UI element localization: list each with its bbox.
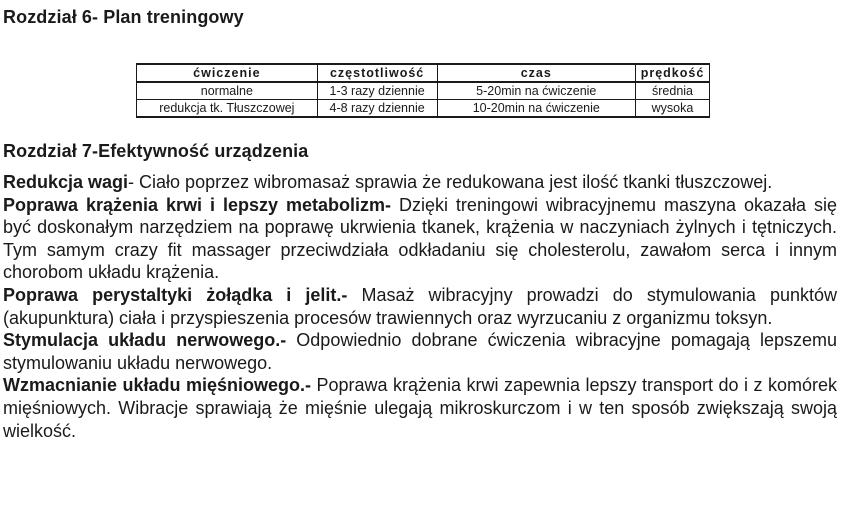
paragraph-lead: Poprawa krążenia krwi i lepszy metabolizm-: [3, 194, 391, 215]
table-header-row: [137, 64, 710, 82]
cell-time: 10-20min na ćwiczenie: [437, 100, 635, 118]
header-exercise: ćwiczenie: [137, 64, 318, 82]
effectiveness-section: [3, 171, 837, 442]
cell-frequency: 1-3 razy dziennie: [317, 82, 437, 100]
paragraph-text: Dzięki treningowi wibracyjnemu maszyna okazała się być doskonałym narzędziem na poprawę ukrwienia tkanek, krążenia w naczyniach żylnych i tętniczych. Tym samym crazy fit massager przeciwdziała odkładaniu się cholesterolu, zawałom serca i innym chorobom układu krążenia.: [3, 194, 837, 283]
paragraph-text: Masaż wibracyjny prowadzi do stymulowania punktów (akupunktura) ciała i przyspieszenia procesów trawiennych oraz wyrzucaniu z organizmu toksyn.: [3, 284, 837, 328]
paragraph-lead: Wzmacnianie układu mięśniowego.-: [3, 375, 312, 396]
paragraph-lead: Redukcja wagi: [3, 172, 129, 192]
chapter-7-heading: Rozdział 7-Efektywność urządzenia: [3, 141, 309, 161]
paragraph-lead: Poprawa perystaltyki żołądka i jelit.-: [3, 284, 348, 305]
cell-exercise: normalne: [137, 82, 318, 100]
cell-speed: wysoka: [636, 100, 710, 118]
cell-exercise: redukcja tk. Tłuszczowej: [137, 100, 318, 118]
paragraph-peristalsis: [3, 284, 837, 329]
paragraph-text: - Ciało poprzez wibromasaż sprawia że redukowana jest ilość tkanki tłuszczowej.: [128, 172, 773, 192]
cell-frequency: 4-8 razy dziennie: [317, 100, 437, 118]
paragraph-text: Odpowiednio dobrane ćwiczenia wibracyjne pomagają lepszemu stymulowaniu układu nerwowego.: [3, 330, 837, 373]
cell-speed: średnia: [636, 82, 710, 100]
table-row: [137, 82, 710, 100]
training-plan-table: [136, 63, 710, 118]
paragraph-weight-reduction: [3, 171, 837, 194]
chapter-6-heading: Rozdział 6- Plan treningowy: [3, 7, 244, 27]
header-frequency: częstotliwość: [317, 64, 437, 82]
paragraph-lead: Stymulacja układu nerwowego.-: [3, 330, 287, 351]
paragraph-nervous-system: [3, 329, 837, 374]
header-speed: prędkość: [636, 64, 710, 82]
header-time: czas: [437, 64, 635, 82]
paragraph-circulation: [3, 194, 837, 284]
table-row: [137, 100, 710, 118]
cell-time: 5-20min na ćwiczenie: [437, 82, 635, 100]
paragraph-muscular-system: [3, 374, 837, 442]
paragraph-text: Poprawa krążenia krwi zapewnia lepszy transport do i z komórek mięśniowych. Wibracje sprawiają że mięśnie ulegają mikroskurczom i w ten sposób zwiększają swoją wielkość.: [3, 375, 837, 441]
